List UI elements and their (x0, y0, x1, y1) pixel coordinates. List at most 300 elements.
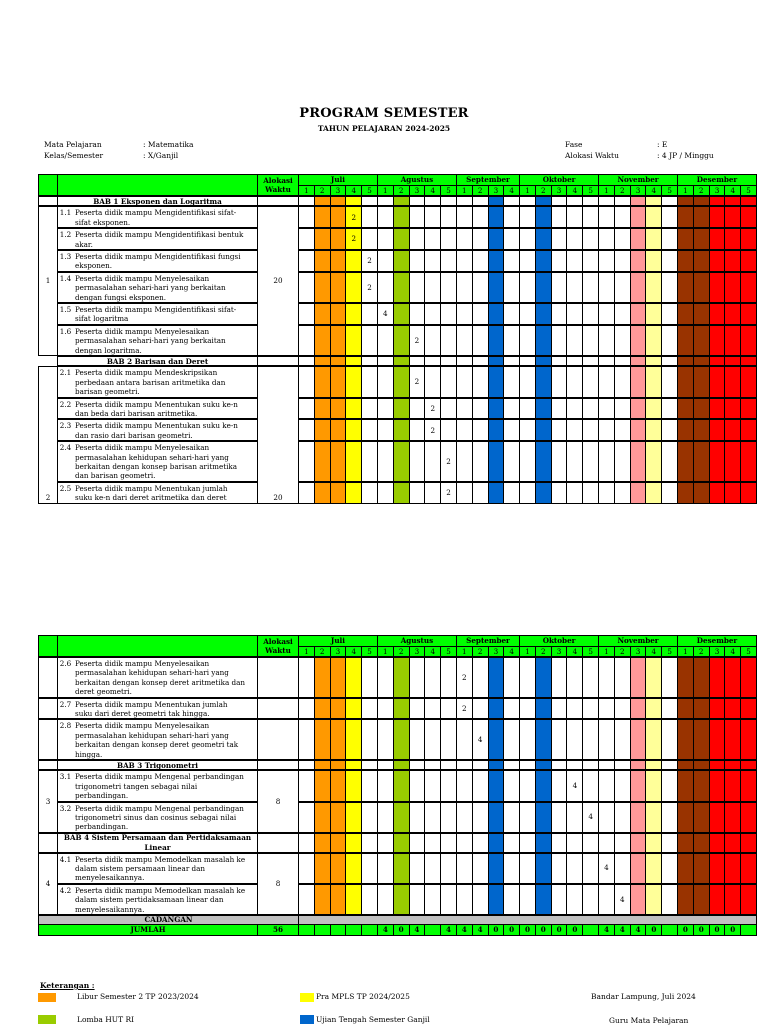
legend-label-lomba: Lomba HUT RI (77, 1015, 135, 1024)
kd-description-line: dan barisan geometri. (75, 471, 156, 481)
week-cell (488, 853, 505, 884)
alokasi-waktu-value: 8 (257, 770, 299, 832)
header-week: 2 (393, 646, 410, 657)
week-cell (503, 833, 520, 853)
week-cell (645, 802, 662, 833)
kd-description-line: dalam sistem persamaan linear dan (75, 864, 206, 873)
kd-description-line: Peserta didik mampu Menyelesaikan (75, 326, 210, 336)
kd-description (73, 802, 258, 833)
week-cell (393, 833, 410, 853)
header-week: 3 (709, 185, 726, 196)
week-cell (503, 770, 520, 801)
kd-code: 2.5 (57, 482, 73, 504)
jumlah-week-value: 0 (503, 924, 520, 936)
week-cell (709, 802, 726, 833)
legend-swatch-lomba (38, 1015, 56, 1024)
week-cell (614, 770, 631, 801)
kd-description-line: akar. (75, 239, 93, 249)
week-cell (330, 802, 347, 833)
header-week: 3 (409, 185, 426, 196)
week-cell (424, 719, 441, 760)
week-cell (409, 657, 426, 698)
week-cell (598, 698, 615, 720)
header-week: 1 (298, 185, 315, 196)
page-title: PROGRAM SEMESTER (299, 106, 469, 121)
bab-heading (57, 760, 258, 770)
header-alokasi-line-1: Alokasi (263, 176, 293, 185)
week-cell (298, 719, 315, 760)
week-value: 2 (462, 703, 467, 713)
jumlah-week-value (582, 924, 599, 936)
alokasi-waktu-value: 8 (257, 853, 299, 915)
week-cell (740, 760, 757, 770)
jumlah-week-value: 0 (645, 924, 662, 936)
week-cell (724, 853, 741, 884)
header-month-desember: Desember (677, 635, 757, 647)
week-cell (409, 833, 426, 853)
kd-code: 2.8 (57, 719, 73, 760)
week-cell (535, 770, 552, 801)
week-cell (393, 802, 410, 833)
legend-label-uts: Ujian Tengah Semester Ganjil (316, 1015, 430, 1024)
week-cell (488, 657, 505, 698)
week-value: 2 (414, 377, 420, 387)
week-cell (693, 760, 710, 770)
week-cell (740, 802, 757, 833)
header-week: 3 (630, 646, 647, 657)
week-cell (519, 884, 536, 915)
week-cell (582, 770, 599, 801)
week-cell (630, 698, 647, 720)
week-cell (345, 770, 362, 801)
header-month-desember: Desember (677, 174, 757, 186)
week-cell (551, 770, 568, 801)
week-cell (377, 884, 394, 915)
week-cell (519, 770, 536, 801)
kd-code: 2.2 (57, 398, 73, 420)
week-cell (361, 770, 378, 801)
jumlah-week-value: 0 (519, 924, 536, 936)
kd-description-line: suku ke-n dari deret aritmetika dan deret (75, 493, 227, 503)
week-cell (424, 657, 441, 698)
week-cell (330, 657, 347, 698)
week-cell (330, 833, 347, 853)
week-cell (645, 770, 662, 801)
week-value: 2 (414, 335, 420, 345)
kd-code: 1.6 (57, 325, 73, 356)
week-cell (661, 802, 678, 833)
jumlah-week-value (424, 924, 441, 936)
week-cell (503, 884, 520, 915)
week-cell (488, 884, 505, 915)
kd-description-line: dan rasio dari barisan geometri. (75, 430, 193, 440)
alokasi-blank (257, 698, 299, 720)
kd-description-line: deret geometri. (75, 687, 132, 697)
week-cell (598, 719, 615, 760)
week-cell (645, 760, 662, 770)
kd-description (73, 719, 258, 760)
kd-code: 1.2 (57, 228, 73, 250)
week-cell (488, 802, 505, 833)
week-cell (440, 719, 457, 760)
kd-code: 2.4 (57, 441, 73, 482)
week-cell (630, 770, 647, 801)
week-cell (345, 853, 362, 884)
header-month-agustus: Agustus (377, 635, 457, 647)
week-cell (724, 719, 741, 760)
week-cell (377, 770, 394, 801)
jumlah-week-value: 0 (551, 924, 568, 936)
week-cell (314, 760, 331, 770)
jumlah-week-value: 0 (693, 924, 710, 936)
kd-description-line: Peserta didik mampu Menentukan jumlah (75, 483, 228, 493)
week-cell (645, 884, 662, 915)
kd-description-line: Peserta didik mampu Menentukan suku ke-n (75, 399, 238, 409)
kd-description-line: perbedaan antara barisan aritmetika dan (75, 377, 226, 387)
header-week: 4 (566, 646, 583, 657)
row-number-blank (38, 698, 58, 720)
week-cell (472, 698, 489, 720)
kd-description-line: berkaitan dengan konsep deret geometri tak (75, 740, 239, 750)
kd-description-line: sifat eksponen. (75, 217, 131, 227)
alokasi-blank (257, 657, 299, 698)
week-cell (361, 853, 378, 884)
kd-description-line: permasalahan kehidupan sehari-hari yang (75, 452, 229, 462)
week-cell (645, 698, 662, 720)
header-week: 5 (440, 646, 457, 657)
week-cell (551, 802, 568, 833)
mapel-label: Mata Pelajaran (44, 140, 102, 149)
header-week: 3 (551, 185, 568, 196)
kd-description-line: dan beda dari barisan aritmetika. (75, 409, 198, 418)
header-week: 5 (661, 185, 678, 196)
week-value: 4 (619, 894, 625, 904)
week-cell (409, 698, 426, 720)
kd-description-line: permasalahan kehidupan sehari-hari yang (75, 730, 229, 740)
header-week: 1 (377, 185, 394, 196)
row-number-blank (38, 760, 58, 770)
jumlah-week-value: 4 (409, 924, 426, 936)
kd-description-line: trigonometri sinus dan cosinus sebagai nilai (75, 813, 237, 822)
week-cell (314, 853, 331, 884)
week-cell (345, 760, 362, 770)
week-cell (614, 719, 631, 760)
bab-heading-line: Linear (144, 842, 171, 852)
week-cell (456, 770, 473, 801)
alokasi-waktu-label: Alokasi Waktu (565, 151, 619, 160)
week-cell (566, 760, 583, 770)
week-cell (361, 884, 378, 915)
week-cell (314, 802, 331, 833)
kd-description-line: Peserta didik mampu Mengidentifikasi fungsi (75, 252, 241, 261)
week-cell (488, 833, 505, 853)
week-cell (630, 760, 647, 770)
header-week: 2 (393, 185, 410, 196)
kd-description-line: Peserta didik mampu Menyelesaikan (75, 443, 210, 453)
header-month-oktober: Oktober (519, 174, 599, 186)
week-cell (314, 770, 331, 801)
row-number-blank (38, 833, 58, 853)
week-cell (345, 698, 362, 720)
week-cell (424, 760, 441, 770)
kd-description-line: permasalahan sehari-hari yang berkaitan (75, 336, 226, 346)
kd-description-line: Peserta didik mampu Menentukan suku ke-n (75, 421, 238, 431)
kelas-label: Kelas/Semester (44, 151, 104, 160)
week-cell (693, 698, 710, 720)
kd-code: 1.3 (57, 250, 73, 272)
alokasi-blank (257, 760, 299, 770)
week-cell (330, 770, 347, 801)
week-cell (582, 698, 599, 720)
week-cell (535, 760, 552, 770)
week-cell (709, 853, 726, 884)
week-cell (377, 802, 394, 833)
jumlah-week-value (298, 924, 315, 936)
week-cell (440, 770, 457, 801)
header-week: 3 (551, 646, 568, 657)
week-cell (724, 698, 741, 720)
week-cell (677, 884, 694, 915)
kd-description (73, 853, 258, 884)
week-cell (598, 884, 615, 915)
week-cell (409, 802, 426, 833)
header-month-oktober: Oktober (519, 635, 599, 647)
week-cell (503, 760, 520, 770)
header-month-september: September (456, 174, 520, 186)
header-month-juli: Juli (298, 635, 378, 647)
week-cell (409, 719, 426, 760)
week-cell (503, 719, 520, 760)
week-cell (645, 853, 662, 884)
header-week: 1 (377, 646, 394, 657)
header-week: 2 (535, 185, 552, 196)
header-alokasi-waktu (257, 635, 299, 657)
legend-label-pra-mpls: Pra MPLS TP 2024/2025 (316, 992, 410, 1001)
week-cell (566, 698, 583, 720)
jumlah-week-value: 0 (566, 924, 583, 936)
alokasi-waktu-value: 20 (257, 366, 299, 503)
week-cell (693, 719, 710, 760)
header-week: 2 (693, 185, 710, 196)
header-week: 3 (409, 646, 426, 657)
week-cell (693, 833, 710, 853)
bab-heading-line: BAB 1 Eksponen dan Logaritma (93, 196, 222, 206)
week-cell (614, 698, 631, 720)
header-week: 1 (598, 646, 615, 657)
header-week: 3 (709, 646, 726, 657)
week-cell (472, 657, 489, 698)
week-value: 2 (430, 425, 436, 435)
week-cell (535, 802, 552, 833)
kd-description-line: menyelesaikannya. (75, 904, 145, 914)
jumlah-week-value (740, 924, 757, 936)
header-week: 3 (330, 185, 347, 196)
header-week: 5 (361, 185, 378, 196)
week-cell (314, 719, 331, 760)
week-cell (661, 770, 678, 801)
week-cell (377, 853, 394, 884)
kd-description (73, 657, 258, 698)
week-cell (630, 884, 647, 915)
week-cell (377, 833, 394, 853)
jumlah-week-value: 4 (598, 924, 615, 936)
week-cell (377, 657, 394, 698)
week-cell (377, 760, 394, 770)
week-cell (377, 719, 394, 760)
header-alokasi-line-1: Alokasi (263, 637, 293, 646)
week-cell (566, 719, 583, 760)
week-cell (709, 698, 726, 720)
week-cell (472, 760, 489, 770)
bab-heading (57, 833, 258, 853)
header-week: 3 (630, 185, 647, 196)
week-cell (456, 884, 473, 915)
week-cell (661, 884, 678, 915)
week-cell (488, 760, 505, 770)
week-value: 4 (572, 781, 578, 791)
week-cell (424, 770, 441, 801)
week-cell (345, 833, 362, 853)
week-cell (693, 884, 710, 915)
week-cell (740, 833, 757, 853)
alokasi-waktu-value: : 4 JP / Minggu (657, 151, 714, 160)
week-cell (598, 760, 615, 770)
alokasi-blank (257, 833, 299, 853)
header-week: 1 (677, 646, 694, 657)
kd-description-line: menyelesaikannya. (75, 873, 145, 883)
bab-heading-line: BAB 3 Trigonometri (117, 760, 198, 770)
week-cell (740, 657, 757, 698)
week-value: 2 (367, 282, 372, 292)
jumlah-week-value: 0 (709, 924, 726, 936)
jumlah-label: JUMLAH (38, 924, 258, 936)
week-cell (614, 833, 631, 853)
header-week: 1 (456, 185, 473, 196)
header-month-november: November (598, 635, 678, 647)
header-week: 2 (472, 185, 489, 196)
jumlah-week-value: 4 (630, 924, 647, 936)
header-week: 4 (345, 646, 362, 657)
kd-description-line: dengan logaritma. (75, 345, 142, 355)
week-cell (330, 853, 347, 884)
header-week: 4 (724, 646, 741, 657)
header-week: 1 (677, 185, 694, 196)
week-cell (519, 719, 536, 760)
mapel-value: : Matematika (143, 140, 194, 149)
week-cell (551, 853, 568, 884)
week-cell (535, 657, 552, 698)
week-cell (740, 853, 757, 884)
jumlah-week-value (314, 924, 331, 936)
week-cell (361, 802, 378, 833)
week-cell (661, 853, 678, 884)
week-cell (677, 719, 694, 760)
kd-description-line: Peserta didik mampu Menyelesaikan (75, 721, 210, 731)
fase-value: : E (657, 140, 668, 149)
jumlah-week-value: 0 (535, 924, 552, 936)
kd-code: 1.1 (57, 206, 73, 228)
header-week: 5 (740, 646, 757, 657)
week-cell (456, 833, 473, 853)
cadangan-row: CADANGAN (38, 915, 299, 925)
week-cell (677, 802, 694, 833)
week-value: 4 (477, 734, 483, 744)
header-week: 5 (440, 185, 457, 196)
week-cell (440, 833, 457, 853)
week-cell (519, 802, 536, 833)
kd-description-line: perbandingan. (75, 822, 129, 832)
week-cell (503, 698, 520, 720)
header-week: 4 (566, 185, 583, 196)
kd-description-line: Peserta didik mampu Mengenal perbandingan (75, 803, 244, 813)
week-cell (472, 770, 489, 801)
week-cell (677, 698, 694, 720)
kd-description-line: berkaitan dengan konsep barisan aritmetika (75, 462, 238, 471)
week-cell (488, 698, 505, 720)
week-cell (424, 884, 441, 915)
week-cell (503, 802, 520, 833)
kd-description-line: dalam sistem pertidaksamaan linear dan (75, 895, 224, 905)
header-week: 4 (424, 185, 441, 196)
kd-code: 1.4 (57, 272, 73, 303)
kd-description-line: permasalahan kehidupan sehari-hari yang (75, 668, 229, 678)
week-value: 4 (604, 863, 609, 873)
week-cell (645, 657, 662, 698)
week-value: 2 (462, 672, 467, 682)
jumlah-week-value: 0 (724, 924, 741, 936)
week-cell (330, 719, 347, 760)
header-week: 4 (645, 646, 662, 657)
week-cell (519, 833, 536, 853)
legend-swatch-pra-mpls (300, 993, 314, 1002)
header-week: 3 (488, 646, 505, 657)
week-cell (488, 770, 505, 801)
header-week: 2 (693, 646, 710, 657)
week-cell (724, 770, 741, 801)
week-cell (519, 853, 536, 884)
header-week: 4 (503, 185, 520, 196)
signature-place-date: Bandar Lampung, Juli 2024 (591, 992, 696, 1001)
header-month-november: November (598, 174, 678, 186)
week-cell (298, 884, 315, 915)
week-cell (519, 657, 536, 698)
kd-description-line: Peserta didik mampu Mengenal perbandingan (75, 772, 244, 782)
week-cell (566, 802, 583, 833)
kd-description-line: suku dari deret geometri tak hingga. (75, 709, 210, 718)
kd-description-line: Peserta didik mampu Memodelkan masalah ke (75, 885, 246, 895)
fase-label: Fase (565, 140, 583, 149)
week-cell (440, 657, 457, 698)
row-number: 4 (38, 853, 58, 915)
week-cell (709, 770, 726, 801)
week-cell (630, 853, 647, 884)
header-week: 4 (645, 185, 662, 196)
week-cell (314, 698, 331, 720)
kd-code: 4.2 (57, 884, 73, 915)
week-cell (393, 657, 410, 698)
week-cell (377, 698, 394, 720)
week-cell (314, 833, 331, 853)
week-cell (582, 657, 599, 698)
week-cell (551, 884, 568, 915)
week-cell (345, 802, 362, 833)
week-cell (298, 802, 315, 833)
week-cell (535, 853, 552, 884)
kd-description-line: hingga. (75, 749, 103, 759)
header-week: 5 (740, 185, 757, 196)
week-cell (566, 853, 583, 884)
week-cell (740, 884, 757, 915)
